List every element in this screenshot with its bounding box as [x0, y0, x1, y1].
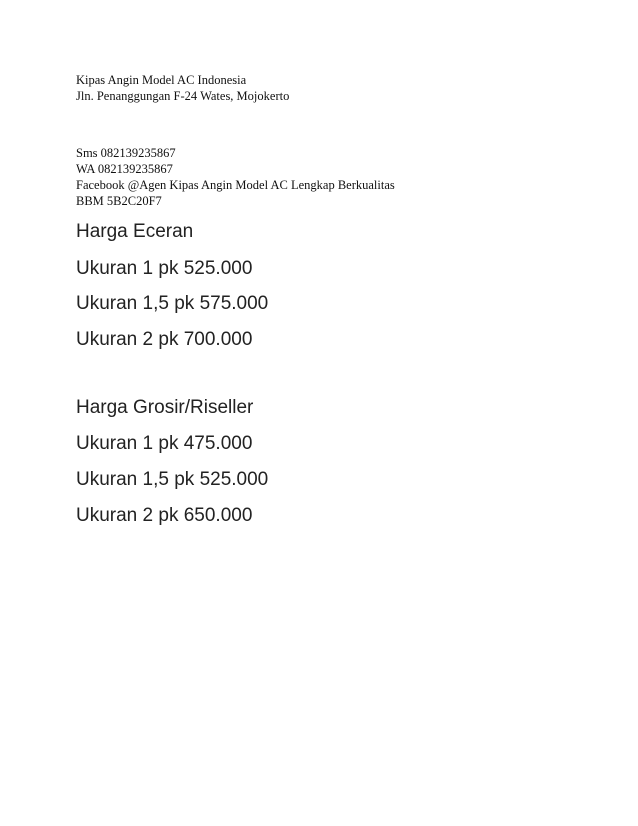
sms-number: Sms 082139235867 [76, 146, 176, 160]
address: Jln. Penanggungan F-24 Wates, Mojokerto [76, 89, 290, 103]
wholesale-price-item: Ukuran 1,5 pk 525.000 [76, 469, 269, 490]
facebook-account: Facebook @Agen Kipas Angin Model AC Lengkap Berkualitas [76, 178, 395, 192]
wholesale-price-item: Ukuran 1 pk 475.000 [76, 433, 253, 454]
bbm-pin: BBM 5B2C20F7 [76, 194, 162, 208]
retail-price-heading: Harga Eceran [76, 221, 194, 242]
retail-price-item: Ukuran 2 pk 700.000 [76, 329, 253, 350]
retail-price-item: Ukuran 1,5 pk 575.000 [76, 293, 269, 314]
wholesale-price-heading: Harga Grosir/Riseller [76, 397, 254, 418]
company-name: Kipas Angin Model AC Indonesia [76, 73, 247, 87]
wholesale-price-item: Ukuran 2 pk 650.000 [76, 505, 253, 526]
retail-price-item: Ukuran 1 pk 525.000 [76, 258, 253, 279]
wa-number: WA 082139235867 [76, 162, 173, 176]
